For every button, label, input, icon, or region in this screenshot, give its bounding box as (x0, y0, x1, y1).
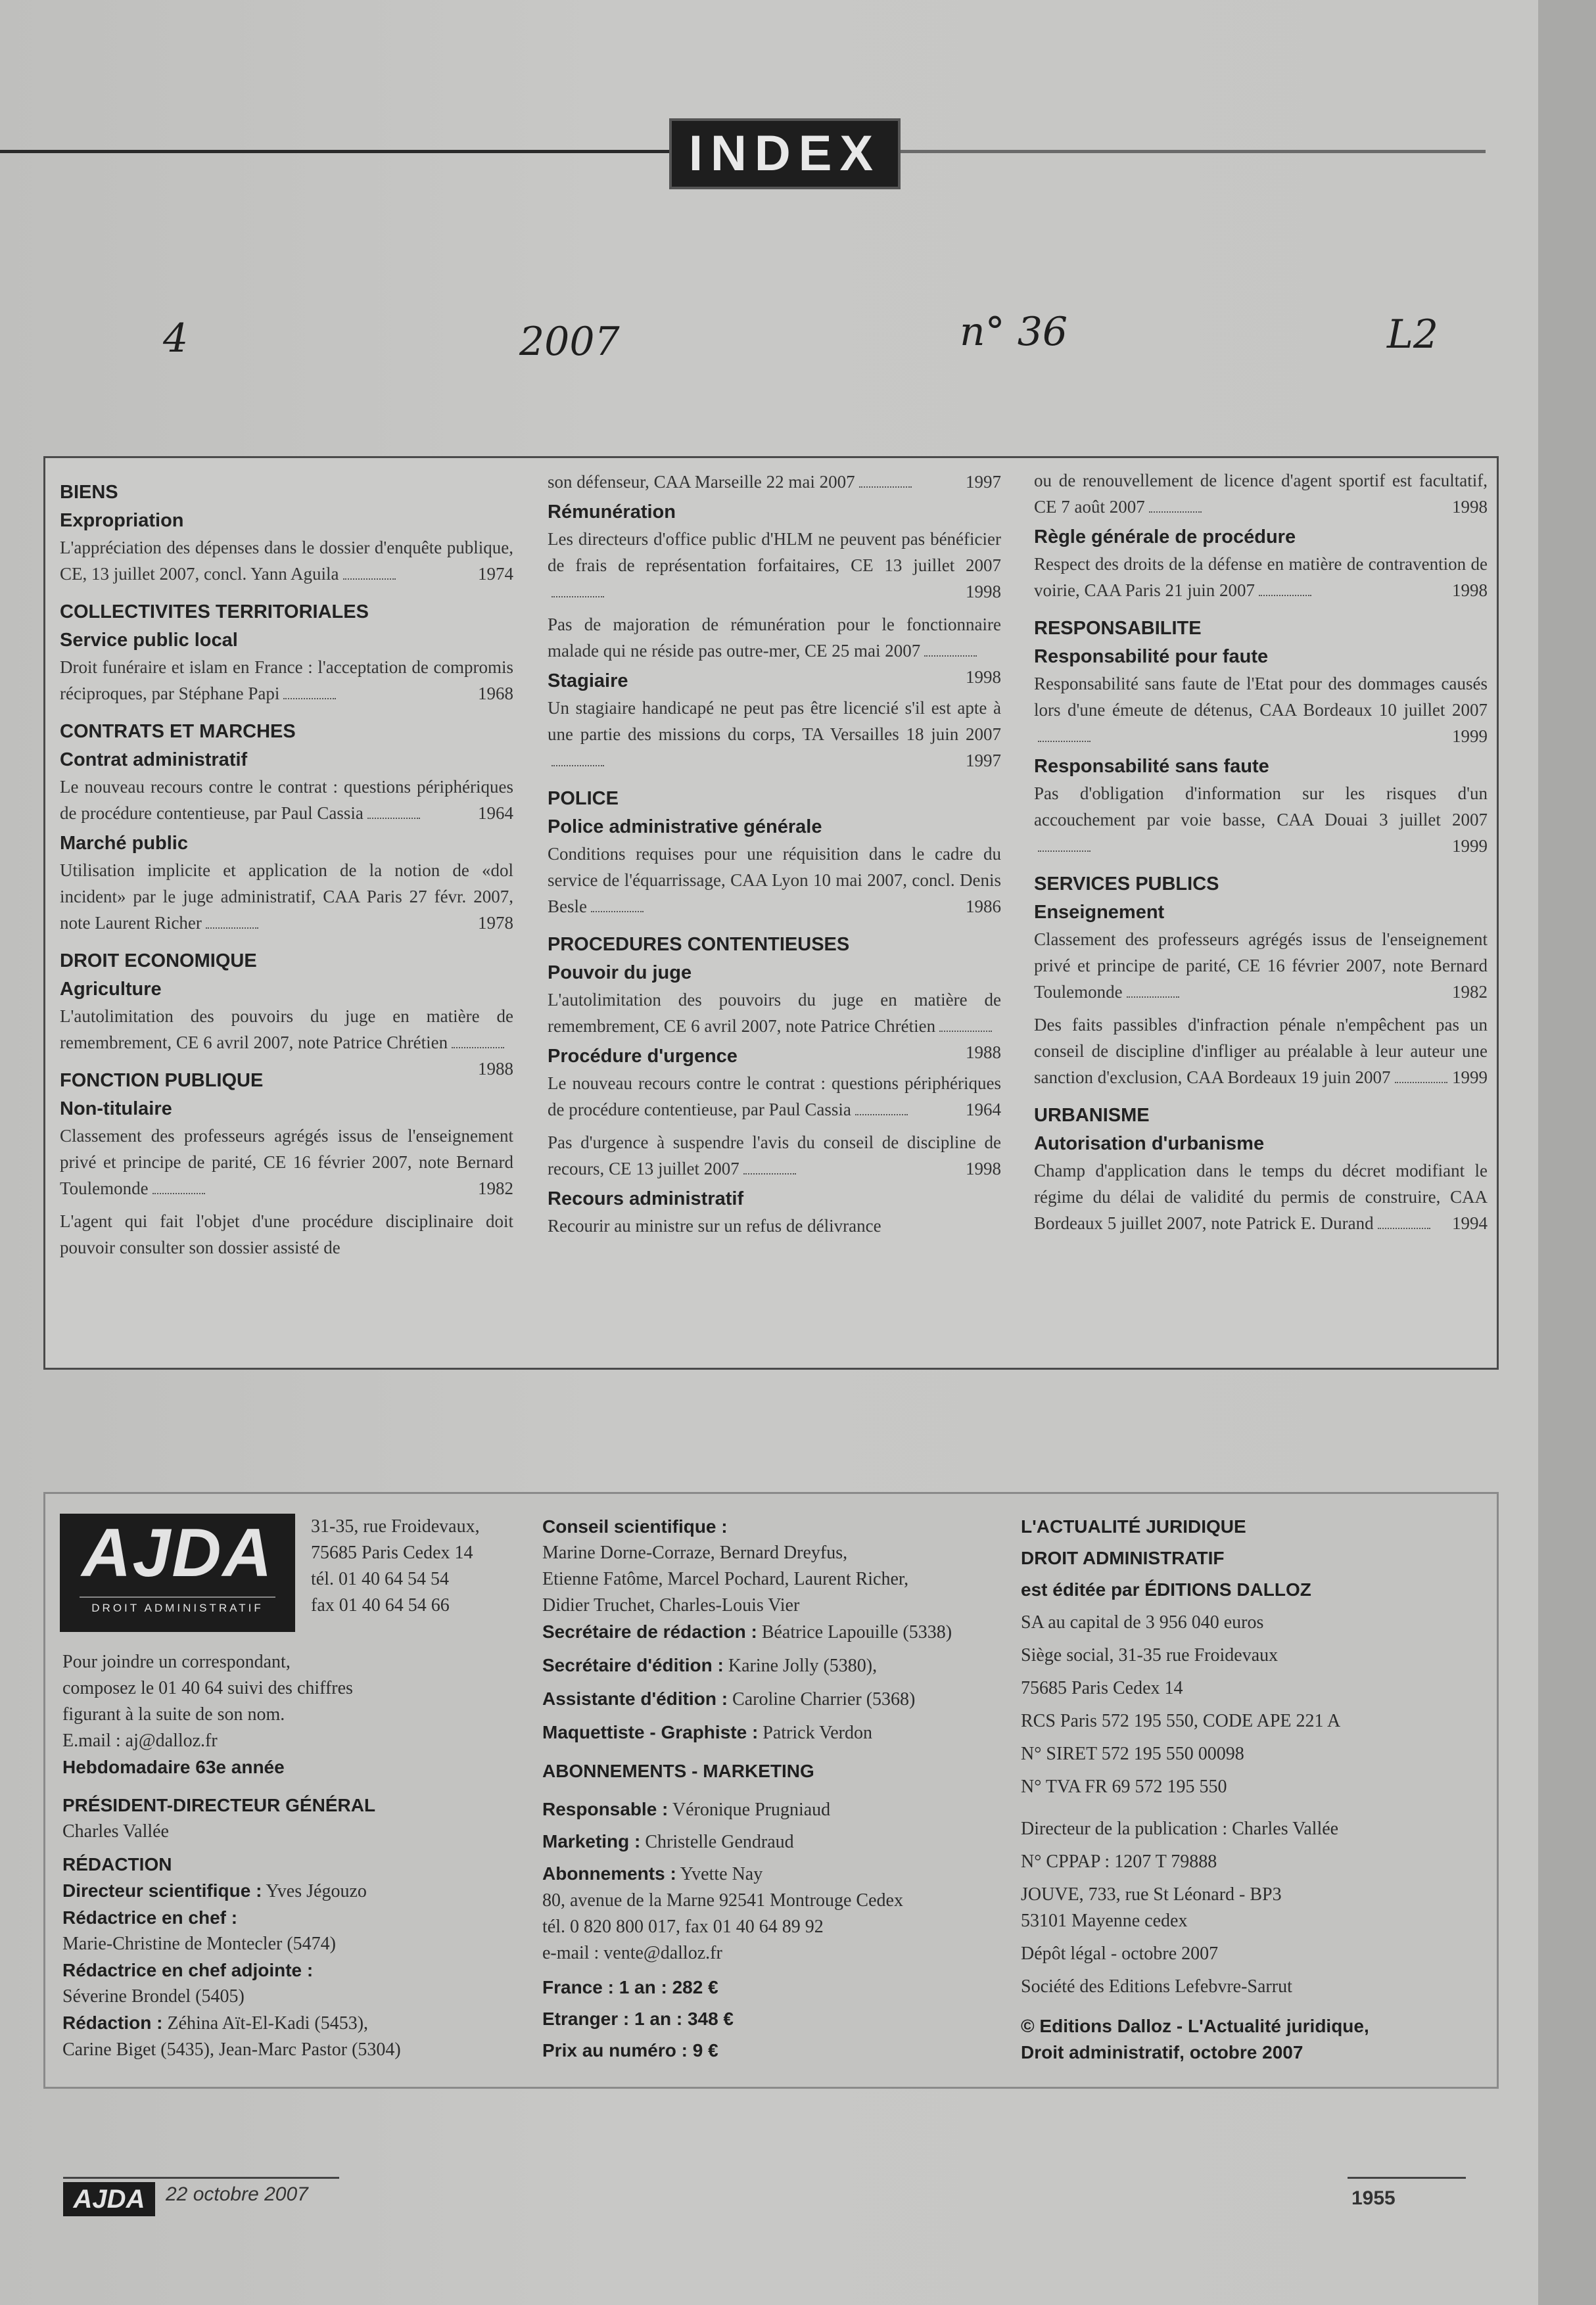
index-subheading: Police administrative générale (548, 816, 822, 837)
publisher-info: Société des Editions Lefebvre-Sarrut (1021, 1976, 1292, 1997)
copyright: Droit administratif, octobre 2007 (1021, 2042, 1303, 2062)
dot-leader (153, 1193, 205, 1194)
conseil-label: Conseil scientifique : (542, 1516, 728, 1537)
index-entry (1034, 467, 1488, 520)
sec-ed-name: Karine Jolly (5380), (728, 1656, 878, 1676)
resp-name: Véronique Prugniaud (672, 1800, 831, 1820)
index-entry-text: Pas d'urgence à suspendre l'avis du conseil de discipline de recours, CE 13 juillet 2007 (548, 1132, 1001, 1178)
conseil-names: Didier Truchet, Charles-Louis Vier (542, 1595, 800, 1616)
index-entry-page: 1982 (1452, 982, 1488, 1002)
index-column-3 (1034, 467, 1488, 1243)
index-entry (548, 841, 1001, 920)
index-entry-text: Classement des professeurs agrégés issus de l'enseignement privé et principe de parité, CE 16 février 2007, note Bernard Toulemonde (60, 1126, 513, 1198)
index-entry (60, 857, 513, 936)
price-etranger: Etranger : 1 an : 348 € (542, 2009, 734, 2029)
sec-red-name: Béatrice Lapouille (5338) (761, 1622, 952, 1642)
index-section-heading: POLICE (548, 788, 619, 809)
redac-names: Carine Biget (5435), Jean-Marc Pastor (5304) (62, 2039, 401, 2060)
weekly-label: Hebdomadaire 63e année (62, 1757, 285, 1777)
index-entry (1034, 926, 1488, 1005)
index-entry (60, 774, 513, 826)
redaction-label: RÉDACTION (62, 1854, 172, 1874)
index-entry (60, 654, 513, 707)
address-block (311, 1514, 480, 1619)
dot-leader (1038, 741, 1091, 742)
publisher-info: N° SIRET 572 195 550 00098 (1021, 1744, 1244, 1764)
index-entry-text: Des faits passibles d'infraction pénale n'empêchent pas un conseil de discipline d'infliger au préalable à leur auteur une sanction d'exclusion, CAA Bordeaux 19 juin 2007 (1034, 1015, 1488, 1087)
index-subheading: Marché public (60, 833, 188, 854)
index-entry-text: L'autolimitation des pouvoirs du juge en matière de remembrement, CE 6 avril 2007, note Patrice Chrétien (60, 1006, 513, 1052)
pdg-label: PRÉSIDENT-DIRECTEUR GÉNÉRAL (62, 1795, 376, 1815)
index-subheading: Expropriation (60, 510, 184, 531)
index-entry-page: 1964 (478, 803, 513, 823)
abo-email: e-mail : vente@dalloz.fr (542, 1943, 722, 1963)
dot-leader (452, 1047, 504, 1048)
footer-date: 22 octobre 2007 (166, 2183, 308, 2205)
copyright: © Editions Dalloz - L'Actualité juridique, (1021, 2016, 1369, 2036)
publisher-info: Siège social, 31-35 rue Froidevaux (1021, 1645, 1279, 1665)
sec-ed-label: Secrétaire d'édition : (542, 1655, 724, 1675)
resp-label: Responsable : (542, 1799, 669, 1819)
dot-leader (1378, 1228, 1430, 1229)
publisher-info: N° TVA FR 69 572 195 550 (1021, 1777, 1227, 1797)
dot-leader (552, 596, 604, 597)
index-entry-page: 1998 (1452, 580, 1488, 600)
index-entry-page: 1994 (1452, 1213, 1488, 1233)
index-subheading: Rémunération (548, 501, 676, 523)
abo-phone: tél. 0 820 800 017, fax 01 40 64 89 92 (542, 1917, 824, 1937)
index-entry (548, 1213, 1001, 1239)
header-rule-left (0, 150, 670, 153)
staff-block (542, 1514, 952, 2064)
index-section-heading: URBANISME (1034, 1105, 1150, 1126)
dot-leader (367, 818, 420, 819)
index-entry-text: Conditions requises pour une réquisition dans le cadre du service de l'équarrissage, CAA Lyon 10 mai 2007, concl. Denis Besle (548, 844, 1001, 916)
abo-label: Abonnements : (542, 1863, 676, 1884)
contact-line: composez le 01 40 64 suivi des chiffres (62, 1678, 353, 1698)
page-edge (1538, 0, 1596, 2305)
ass-ed-name: Caroline Charrier (5368) (732, 1689, 916, 1710)
conseil-names: Marine Dorne-Corraze, Bernard Dreyfus, (542, 1543, 848, 1563)
index-entry-text: Droit funéraire et islam en France : l'acceptation de compromis réciproques, par Stéphane Papi (60, 657, 513, 703)
price-france: France : 1 an : 282 € (542, 1977, 718, 1997)
phone: tél. 01 40 64 54 54 (311, 1569, 449, 1589)
index-entry-text: L'agent qui fait l'objet d'une procédure disciplinaire doit pouvoir consulter son dossier assisté de (60, 1211, 513, 1257)
publisher-title: L'ACTUALITÉ JURIDIQUE (1021, 1516, 1246, 1537)
ajda-logo (60, 1514, 295, 1632)
index-entry (1034, 1157, 1488, 1236)
index-entry-page: 1997 (966, 751, 1001, 770)
index-entry (548, 1129, 1001, 1182)
publisher-block (1021, 1514, 1369, 2066)
contact-line: figurant à la suite de son nom. (62, 1704, 285, 1725)
index-entry (60, 534, 513, 587)
index-entry-text: Pas de majoration de rémunération pour le fonctionnaire malade qui ne réside pas outre-mer, CE 25 mai 2007 (548, 615, 1001, 661)
index-entry (60, 1123, 513, 1201)
index-entry-page: 1982 (478, 1178, 513, 1198)
index-entry-page: 1998 (966, 582, 1001, 601)
index-entry-page: 1978 (478, 913, 513, 933)
index-entry-page: 1999 (1452, 726, 1488, 746)
dot-leader (855, 1114, 908, 1115)
index-entry (548, 469, 1001, 495)
index-entry-text: ou de renouvellement de licence d'agent sportif est facultatif, CE 7 août 2007 (1034, 471, 1488, 517)
index-section-heading: BIENS (60, 482, 118, 503)
dot-leader (1259, 595, 1311, 596)
address-line: 31-35, rue Froidevaux, (311, 1516, 480, 1537)
publisher-info: N° CPPAP : 1207 T 79888 (1021, 1851, 1217, 1872)
index-section-heading: SERVICES PUBLICS (1034, 873, 1219, 895)
index-entry (548, 695, 1001, 774)
index-entry-page: 1964 (966, 1100, 1001, 1119)
redac-names: Zéhina Aït-El-Kadi (5453), (167, 2013, 369, 2034)
index-entry-text: Le nouveau recours contre le contrat : questions périphériques de procédure contentieuse, par Paul Cassia (548, 1073, 1001, 1119)
publisher-info: 53101 Mayenne cedex (1021, 1911, 1188, 1931)
publisher-info: RCS Paris 572 195 550, CODE APE 221 A (1021, 1711, 1341, 1731)
index-entry-page: 1968 (478, 684, 513, 703)
handwritten-note-2: 2007 (519, 319, 620, 365)
footer-rule-right (1348, 2177, 1466, 2179)
index-entry-text: L'appréciation des dépenses dans le dossier d'enquête publique, CE, 13 juillet 2007, concl. Yann Aguila (60, 538, 513, 584)
index-section-heading: COLLECTIVITES TERRITORIALES (60, 601, 369, 622)
imprint-box (43, 1492, 1499, 2089)
publisher-info: JOUVE, 733, rue St Léonard - BP3 (1021, 1884, 1282, 1905)
maq-label: Maquettiste - Graphiste : (542, 1722, 759, 1742)
dot-leader (1149, 511, 1202, 513)
abo-address: 80, avenue de la Marne 92541 Montrouge Cedex (542, 1890, 903, 1911)
footer-logo: AJDA (63, 2182, 155, 2216)
handwritten-note-1: 4 (163, 315, 189, 361)
index-subheading: Autorisation d'urbanisme (1034, 1133, 1265, 1154)
dot-leader (552, 765, 604, 766)
index-subheading: Service public local (60, 630, 238, 651)
index-entry (1034, 670, 1488, 749)
publisher-info: 75685 Paris Cedex 14 (1021, 1678, 1183, 1698)
logo-tagline: DROIT ADMINISTRATIF (80, 1596, 275, 1615)
index-entry-text: son défenseur, CAA Marseille 22 mai 2007 (548, 472, 855, 492)
fax: fax 01 40 64 54 66 (311, 1595, 450, 1616)
address-line: 75685 Paris Cedex 14 (311, 1543, 473, 1563)
price-numero: Prix au numéro : 9 € (542, 2040, 718, 2061)
index-title: INDEX (669, 118, 901, 189)
index-column-2 (548, 469, 1001, 1246)
dir-sci-label: Directeur scientifique : (62, 1880, 262, 1901)
dot-leader (283, 698, 336, 699)
index-section-heading: DROIT ECONOMIQUE (60, 950, 257, 971)
index-section-heading: RESPONSABILITE (1034, 618, 1202, 639)
index-entry-text: Le nouveau recours contre le contrat : questions périphériques de procédure contentieuse, par Paul Cassia (60, 777, 513, 823)
index-entry-page: 1974 (478, 564, 513, 584)
dot-leader (743, 1173, 796, 1175)
red-adj-label: Rédactrice en chef adjointe : (62, 1960, 314, 1980)
index-entry-page: 1988 (966, 1042, 1001, 1062)
publisher-info: Directeur de la publication : Charles Vallée (1021, 1819, 1339, 1839)
index-entry-text: Champ d'application dans le temps du décret modifiant le régime du délai de validité du permis de construire, CAA Bordeaux 5 juillet 2007, note Patrick E. Durand (1034, 1161, 1488, 1233)
contact-line: Pour joindre un correspondant, (62, 1652, 291, 1672)
index-entry (548, 526, 1001, 605)
index-section-heading: PROCEDURES CONTENTIEUSES (548, 934, 850, 955)
dot-leader (1127, 996, 1179, 998)
index-entry (1034, 780, 1488, 859)
index-entry-text: Les directeurs d'office public d'HLM ne peuvent pas bénéficier de frais de représentation forfaitaires, CE 13 juillet 2007 (548, 529, 1001, 575)
contact-block (62, 1649, 401, 2063)
index-entry (548, 1070, 1001, 1123)
index-entry-page: 1998 (1452, 497, 1488, 517)
index-entry-text: L'autolimitation des pouvoirs du juge en matière de remembrement, CE 6 avril 2007, note Patrice Chrétien (548, 990, 1001, 1036)
index-subheading: Enseignement (1034, 902, 1165, 923)
index-section-heading: FONCTION PUBLIQUE (60, 1070, 264, 1091)
index-entry-text: Pas d'obligation d'information sur les risques d'un accouchement par voie basse, CAA Douai 3 juillet 2007 (1034, 783, 1488, 829)
red-chef-label: Rédactrice en chef : (62, 1907, 238, 1928)
index-subheading: Agriculture (60, 979, 162, 1000)
index-entry-page: 1999 (1452, 1067, 1488, 1087)
mkt-label: Marketing : (542, 1831, 641, 1851)
index-subheading: Non-titulaire (60, 1098, 172, 1119)
red-chef-name: Marie-Christine de Montecler (5474) (62, 1934, 336, 1954)
dot-leader (591, 911, 644, 912)
index-subheading: Pouvoir du juge (548, 962, 692, 983)
index-column-1 (60, 467, 513, 1267)
publisher-info: Dépôt légal - octobre 2007 (1021, 1944, 1219, 1964)
dot-leader (1038, 850, 1091, 852)
email: E.mail : aj@dalloz.fr (62, 1731, 218, 1751)
dot-leader (859, 486, 912, 488)
index-entry-text: Un stagiaire handicapé ne peut pas être licencié s'il est apte à une partie des missions du corps, TA Versailles 18 juin 2007 (548, 698, 1001, 744)
index-entry-text: Responsabilité sans faute de l'Etat pour des dommages causés lors d'une émeute de détenus, CAA Bordeaux 10 juillet 2007 (1034, 674, 1488, 720)
index-entry-page: 1997 (966, 472, 1001, 492)
sec-red-label: Secrétaire de rédaction : (542, 1621, 757, 1642)
index-entry-text: Respect des droits de la défense en matière de contravention de voirie, CAA Paris 21 juin 2007 (1034, 554, 1488, 600)
index-subheading: Règle générale de procédure (1034, 526, 1296, 547)
index-subheading: Responsabilité pour faute (1034, 646, 1269, 667)
maq-name: Patrick Verdon (763, 1723, 872, 1743)
mkt-name: Christelle Gendraud (645, 1832, 794, 1852)
index-subheading: Recours administratif (548, 1188, 744, 1209)
conseil-names: Etienne Fatôme, Marcel Pochard, Laurent Richer, (542, 1569, 909, 1589)
handwritten-note-4: L2 (1387, 312, 1439, 358)
dot-leader (939, 1031, 992, 1032)
publisher-title: DROIT ADMINISTRATIF (1021, 1548, 1225, 1568)
index-entry (1034, 1012, 1488, 1090)
redac-label: Rédaction : (62, 2013, 163, 2033)
footer-rule-left (63, 2177, 339, 2179)
index-entry-page: 1986 (966, 896, 1001, 916)
dot-leader (1395, 1082, 1447, 1083)
pdg-name: Charles Vallée (62, 1821, 169, 1842)
handwritten-note-3: n° 36 (960, 309, 1068, 355)
index-subheading: Stagiaire (548, 670, 628, 691)
dir-sci-name: Yves Jégouzo (266, 1881, 367, 1901)
index-subheading: Contrat administratif (60, 749, 248, 770)
dot-leader (206, 927, 258, 929)
header-rule-right (894, 150, 1486, 153)
index-entry-page: 1998 (966, 667, 1001, 687)
index-entry (60, 1003, 513, 1079)
dot-leader (343, 578, 396, 580)
index-entry (1034, 551, 1488, 603)
index-frame (43, 456, 1499, 1370)
red-adj-name: Séverine Brondel (5405) (62, 1986, 245, 2007)
index-entry-page: 1988 (478, 1059, 513, 1079)
index-entry-text: Classement des professeurs agrégés issus de l'enseignement privé et principe de parité, CE 16 février 2007, note Bernard Toulemonde (1034, 929, 1488, 1002)
page-number: 1955 (1351, 2187, 1396, 2209)
logo-name: AJDA (82, 1515, 273, 1591)
ass-ed-label: Assistante d'édition : (542, 1688, 728, 1709)
index-subheading: Responsabilité sans faute (1034, 756, 1269, 777)
index-entry-text: Recourir au ministre sur un refus de délivrance (548, 1216, 881, 1236)
index-subheading: Procédure d'urgence (548, 1046, 738, 1067)
index-entry (60, 1208, 513, 1261)
publisher-info: SA au capital de 3 956 040 euros (1021, 1612, 1264, 1633)
abo-name: Yvette Nay (680, 1864, 763, 1884)
dot-leader (924, 655, 977, 657)
index-entry-page: 1999 (1452, 836, 1488, 856)
abo-mkt-label: ABONNEMENTS - MARKETING (542, 1761, 814, 1781)
index-entry-text: Utilisation implicite et application de la notion de «dol incident» par le juge administratif, CAA Paris 27 févr. 2007, note Laurent Richer (60, 860, 513, 933)
publisher-title: est éditée par ÉDITIONS DALLOZ (1021, 1579, 1311, 1600)
index-section-heading: CONTRATS ET MARCHES (60, 721, 296, 742)
index-entry-page: 1998 (966, 1159, 1001, 1178)
